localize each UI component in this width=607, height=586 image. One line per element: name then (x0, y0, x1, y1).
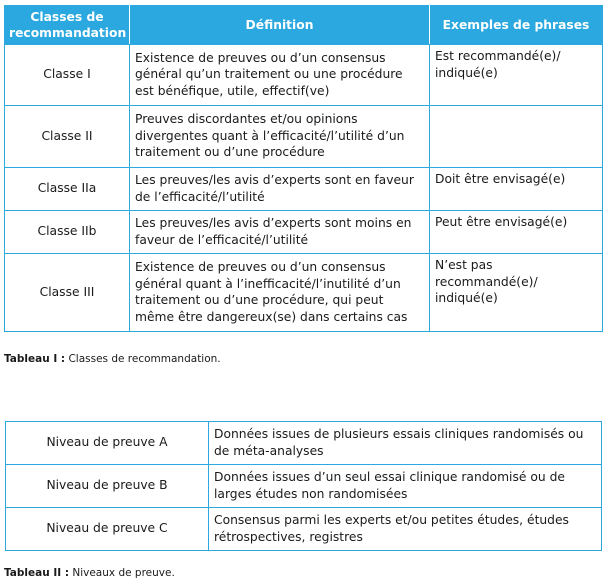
class-cell: Classe IIa (5, 168, 130, 211)
level-description-cell: Données issues d’un seul essai clinique randomisé ou de larges études non randomisées (209, 465, 602, 508)
table-header-row (5, 6, 603, 45)
level-cell: Niveau de preuve B (6, 465, 209, 508)
class-cell: Classe III (5, 254, 130, 332)
header-exemples: Exemples de phrases (430, 6, 603, 45)
level-description-cell: Données issues de plusieurs essais cliniques randomisés ou de méta-analyses (209, 422, 602, 465)
table-row (6, 508, 602, 551)
level-description-cell: Consensus parmi les experts et/ou petites études, études rétrospectives, registres (209, 508, 602, 551)
table-caption (4, 567, 175, 580)
class-cell: Classe II (5, 106, 130, 168)
definition-cell: Les preuves/les avis d’experts sont en faveur de l’efficacité/l’utilité (130, 168, 430, 211)
class-cell: Classe I (5, 45, 130, 106)
table-row (6, 465, 602, 508)
level-cell: Niveau de preuve C (6, 508, 209, 551)
example-cell (430, 106, 603, 168)
table-row (5, 45, 603, 106)
class-cell: Classe IIb (5, 211, 130, 254)
recommendation-classes-table (4, 5, 603, 332)
example-cell: Est recommandé(e)/ indiqué(e) (430, 45, 603, 106)
example-cell: Doit être envisagé(e) (430, 168, 603, 211)
definition-cell: Existence de preuves ou d’un consensus général quant à l’inefficacité/l’inutilité d’un traitement ou d’une procédure, qui peut même être dangereux(se) dans certains cas (130, 254, 430, 332)
level-cell: Niveau de preuve A (6, 422, 209, 465)
example-cell: Peut être envisagé(e) (430, 211, 603, 254)
header-definition: Définition (130, 6, 430, 45)
table-row (6, 422, 602, 465)
table-row (5, 106, 603, 168)
definition-cell: Existence de preuves ou d’un consensus général qu’un traitement ou une procédure est bénéfique, utile, effectif(ve) (130, 45, 430, 106)
table-row (5, 211, 603, 254)
example-cell: N’est pas recommandé(e)/ indiqué(e) (430, 254, 603, 332)
definition-cell: Les preuves/les avis d’experts sont moins en faveur de l’efficacité/l’utilité (130, 211, 430, 254)
caption-label: Tableau I : (4, 353, 66, 365)
caption-label: Tableau II : (4, 567, 70, 579)
header-classes: Classes de recommandation (5, 6, 130, 45)
table-row (5, 168, 603, 211)
table-caption (4, 353, 221, 366)
caption-text: Niveaux de preuve. (69, 567, 175, 579)
caption-text: Classes de recommandation. (65, 353, 221, 365)
table-row (5, 254, 603, 332)
evidence-levels-table (5, 421, 602, 551)
definition-cell: Preuves discordantes et/ou opinions divergentes quant à l’efficacité/l’utilité d’un traitement ou d’une procédure (130, 106, 430, 168)
